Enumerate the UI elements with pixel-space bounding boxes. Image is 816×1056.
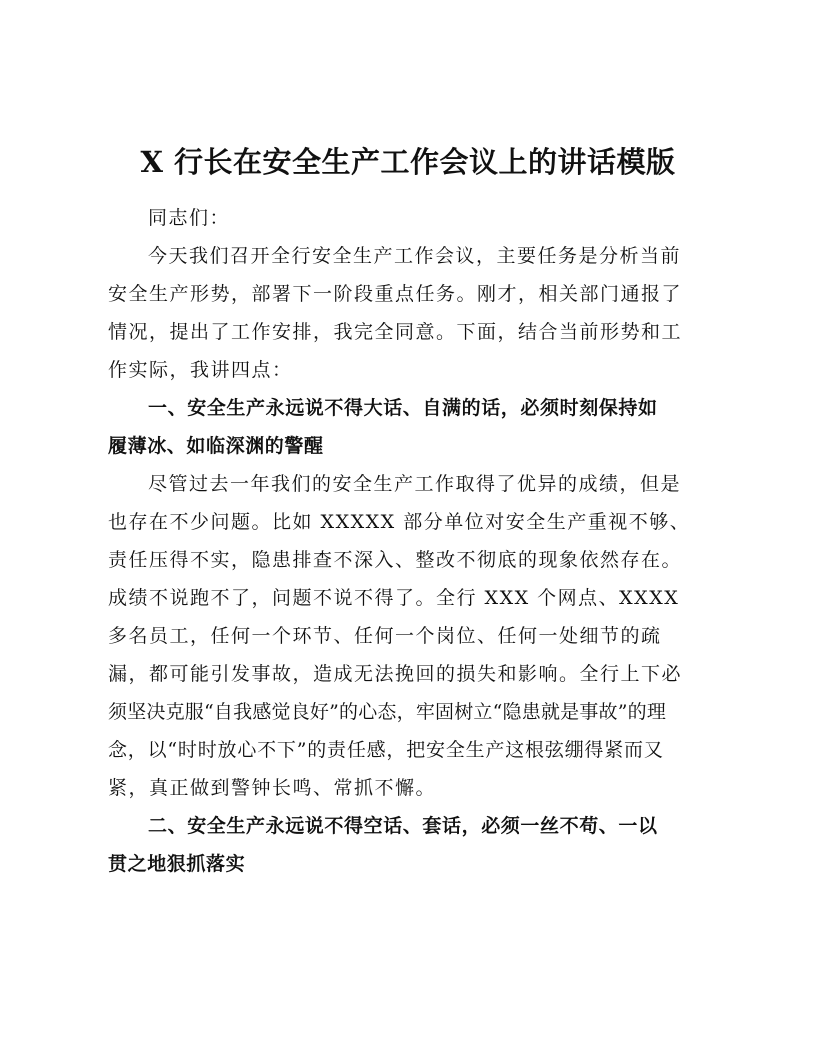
section-heading-1: 一、安全生产永远说不得大话、自满的话，必须时刻保持如 [148, 397, 658, 419]
body-line: 尽管过去一年我们的安全生产工作取得了优异的成绩，但是 [148, 473, 682, 495]
document-title: X 行长在安全生产工作会议上的讲话模版 [140, 145, 676, 179]
body-line: 多名员工，任何一个环节、任何一个岗位、任何一处细节的疏 [108, 625, 662, 647]
body-line: 今天我们召开全行安全生产工作会议，主要任务是分析当前 [148, 245, 682, 267]
salutation: 同志们： [148, 207, 231, 229]
section-heading-2: 二、安全生产永远说不得空话、套话，必须一丝不苟、一以 [148, 815, 658, 837]
body-line: 念，以“时时放心不下”的责任感，把安全生产这根弦绷得紧而又 [108, 739, 664, 761]
body-line: 须坚决克服“自我感觉良好”的心态，牢固树立“隐患就是事故”的理 [108, 701, 667, 723]
section-heading-1: 履薄冰、如临深渊的警醒 [108, 435, 324, 457]
body-line: 紧，真正做到警钟长鸣、常抓不懈。 [108, 777, 437, 799]
body-line: 安全生产形势，部署下一阶段重点任务。刚才，相关部门通报了 [108, 283, 683, 305]
section-heading-2: 贯之地狠抓落实 [108, 853, 246, 875]
body-line: 成绩不说跑不了，问题不说不得了。全行 XXX 个网点、XXXX [108, 587, 680, 609]
body-line: 责任压得不实，隐患排查不深入、整改不彻底的现象依然存在。 [108, 549, 683, 571]
body-line: 情况，提出了工作安排，我完全同意。下面，结合当前形势和工 [108, 321, 683, 343]
body-line: 作实际，我讲四点： [108, 359, 293, 381]
body-line: 漏，都可能引发事故，造成无法挽回的损失和影响。全行上下必 [108, 663, 683, 685]
body-line: 也存在不少问题。比如 XXXXX 部分单位对安全生产重视不够、 [108, 511, 691, 533]
